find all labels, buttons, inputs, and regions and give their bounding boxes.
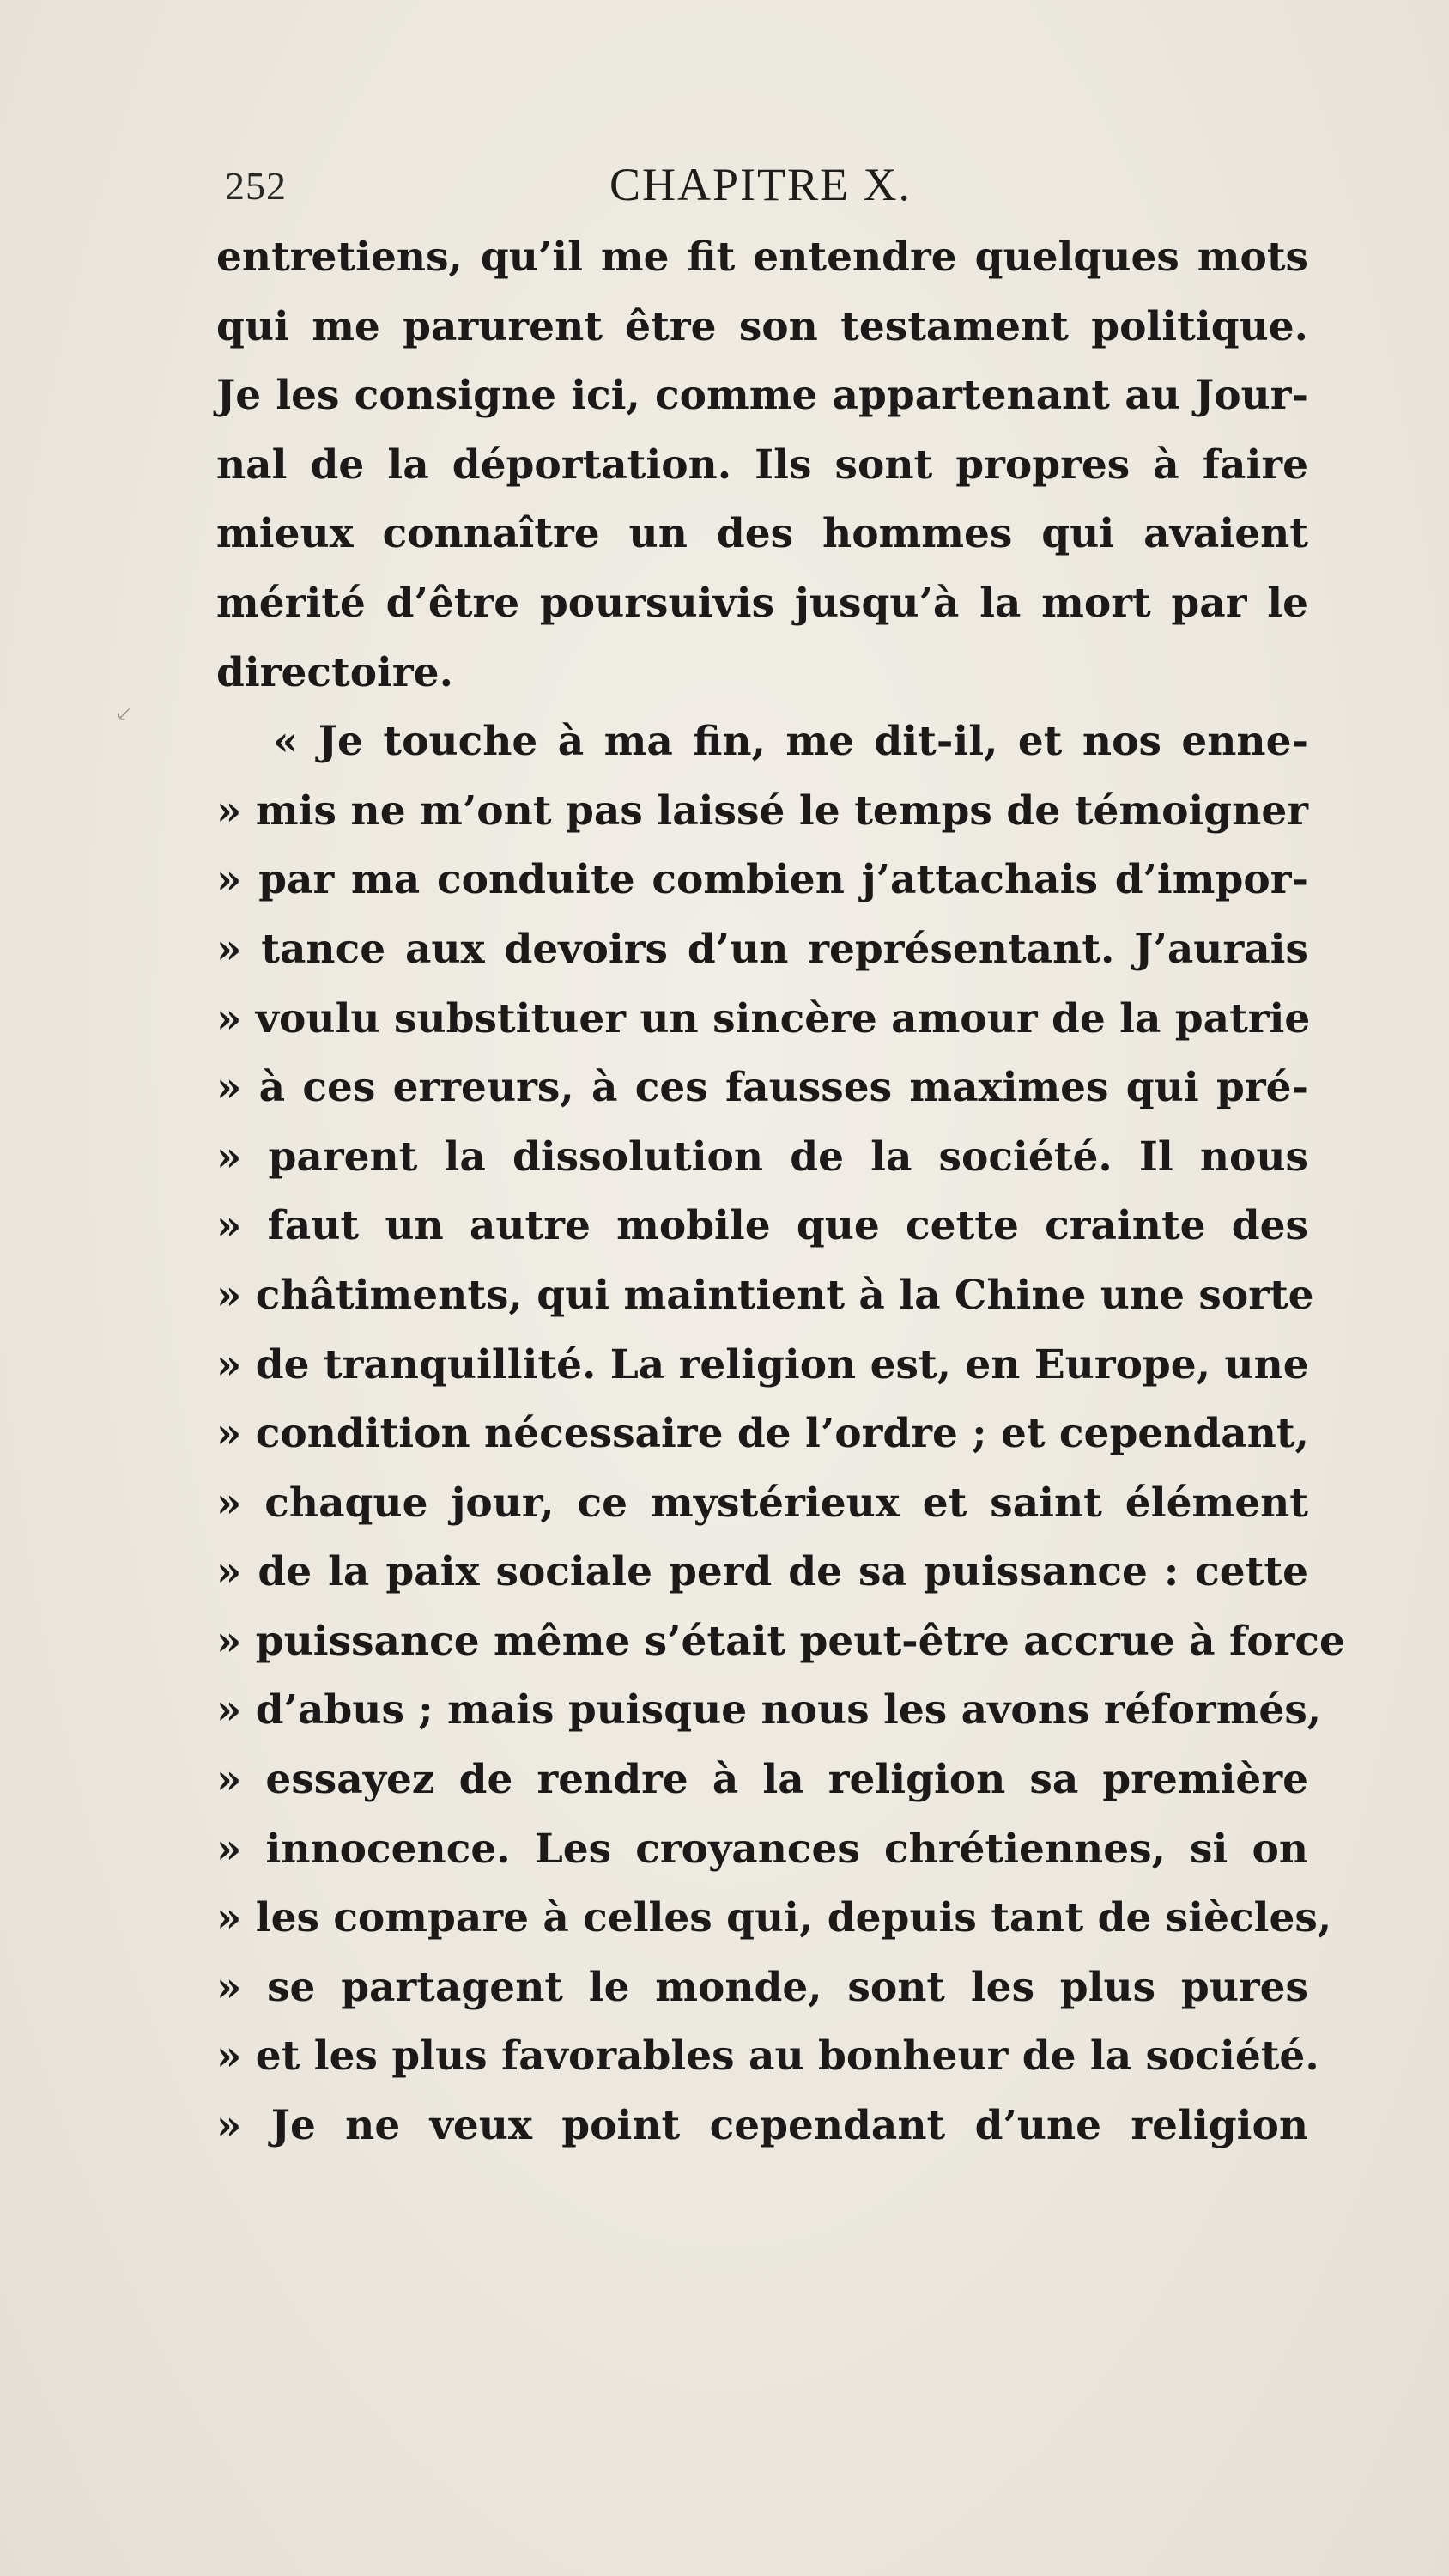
text-line: » innocence. Les croyances chrétiennes, si on bbox=[216, 1825, 1308, 1873]
chapter-title: CHAPITRE X. bbox=[609, 159, 912, 210]
page-number: 252 bbox=[225, 164, 287, 208]
text-line: » se partagent le monde, sont les plus pures bbox=[216, 1963, 1308, 2011]
text-line: » et les plus favorables au bonheur de la société. bbox=[216, 2032, 1319, 2081]
text-line: mieux connaître un des hommes qui avaient bbox=[216, 510, 1308, 558]
text-line: » chaque jour, ce mystérieux et saint élément bbox=[216, 1479, 1308, 1527]
text-line: » condition nécessaire de l’ordre ; et cependant, bbox=[216, 1410, 1309, 1458]
text-line: » châtiments, qui maintient à la Chine une sorte bbox=[216, 1271, 1314, 1319]
text-line: » d’abus ; mais puisque nous les avons réformés, bbox=[216, 1686, 1322, 1735]
text-line: qui me parurent être son testament politique. bbox=[216, 302, 1308, 350]
body-text bbox=[216, 223, 1345, 2161]
text-line: » mis ne m’ont pas laissé le temps de témoigner bbox=[216, 787, 1308, 835]
text-line: directoire. bbox=[216, 648, 453, 696]
text-line: » essayez de rendre à la religion sa première bbox=[216, 1756, 1308, 1804]
text-line: mérité d’être poursuivis jusqu’à la mort par le bbox=[216, 579, 1308, 627]
text-line: » parent la dissolution de la société. Il nous bbox=[216, 1133, 1308, 1181]
text-line: nal de la déportation. Ils sont propres à faire bbox=[216, 440, 1308, 489]
text-line: » de la paix sociale perd de sa puissance : cette bbox=[216, 1548, 1308, 1596]
text-line: » Je ne veux point cependant d’une religion bbox=[216, 2102, 1308, 2150]
text-line: » faut un autre mobile que cette crainte des bbox=[216, 1202, 1308, 1250]
margin-mark-icon: ⸔ bbox=[115, 702, 132, 727]
text-line: » de tranquillité. La religion est, en Europe, une bbox=[216, 1340, 1309, 1388]
text-line: » par ma conduite combien j’attachais d’impor- bbox=[216, 856, 1308, 904]
text-line: » les compare à celles qui, depuis tant de siècles, bbox=[216, 1894, 1332, 1942]
text-line: » à ces erreurs, à ces fausses maximes qui pré- bbox=[216, 1064, 1308, 1112]
text-line: entretiens, qu’il me fit entendre quelques mots bbox=[216, 234, 1308, 281]
text-line: » voulu substituer un sincère amour de la patrie bbox=[216, 994, 1311, 1042]
running-head bbox=[225, 159, 1307, 215]
text-line: » puissance même s’était peut-être accrue à force bbox=[216, 1617, 1345, 1665]
text-line-quote-start: « Je touche à ma fin, me dit-il, et nos enne- bbox=[273, 718, 1308, 766]
text-line: Je les consigne ici, comme appartenant au Jour- bbox=[216, 372, 1308, 420]
text-line: » tance aux devoirs d’un représentant. J’aurais bbox=[216, 925, 1308, 973]
